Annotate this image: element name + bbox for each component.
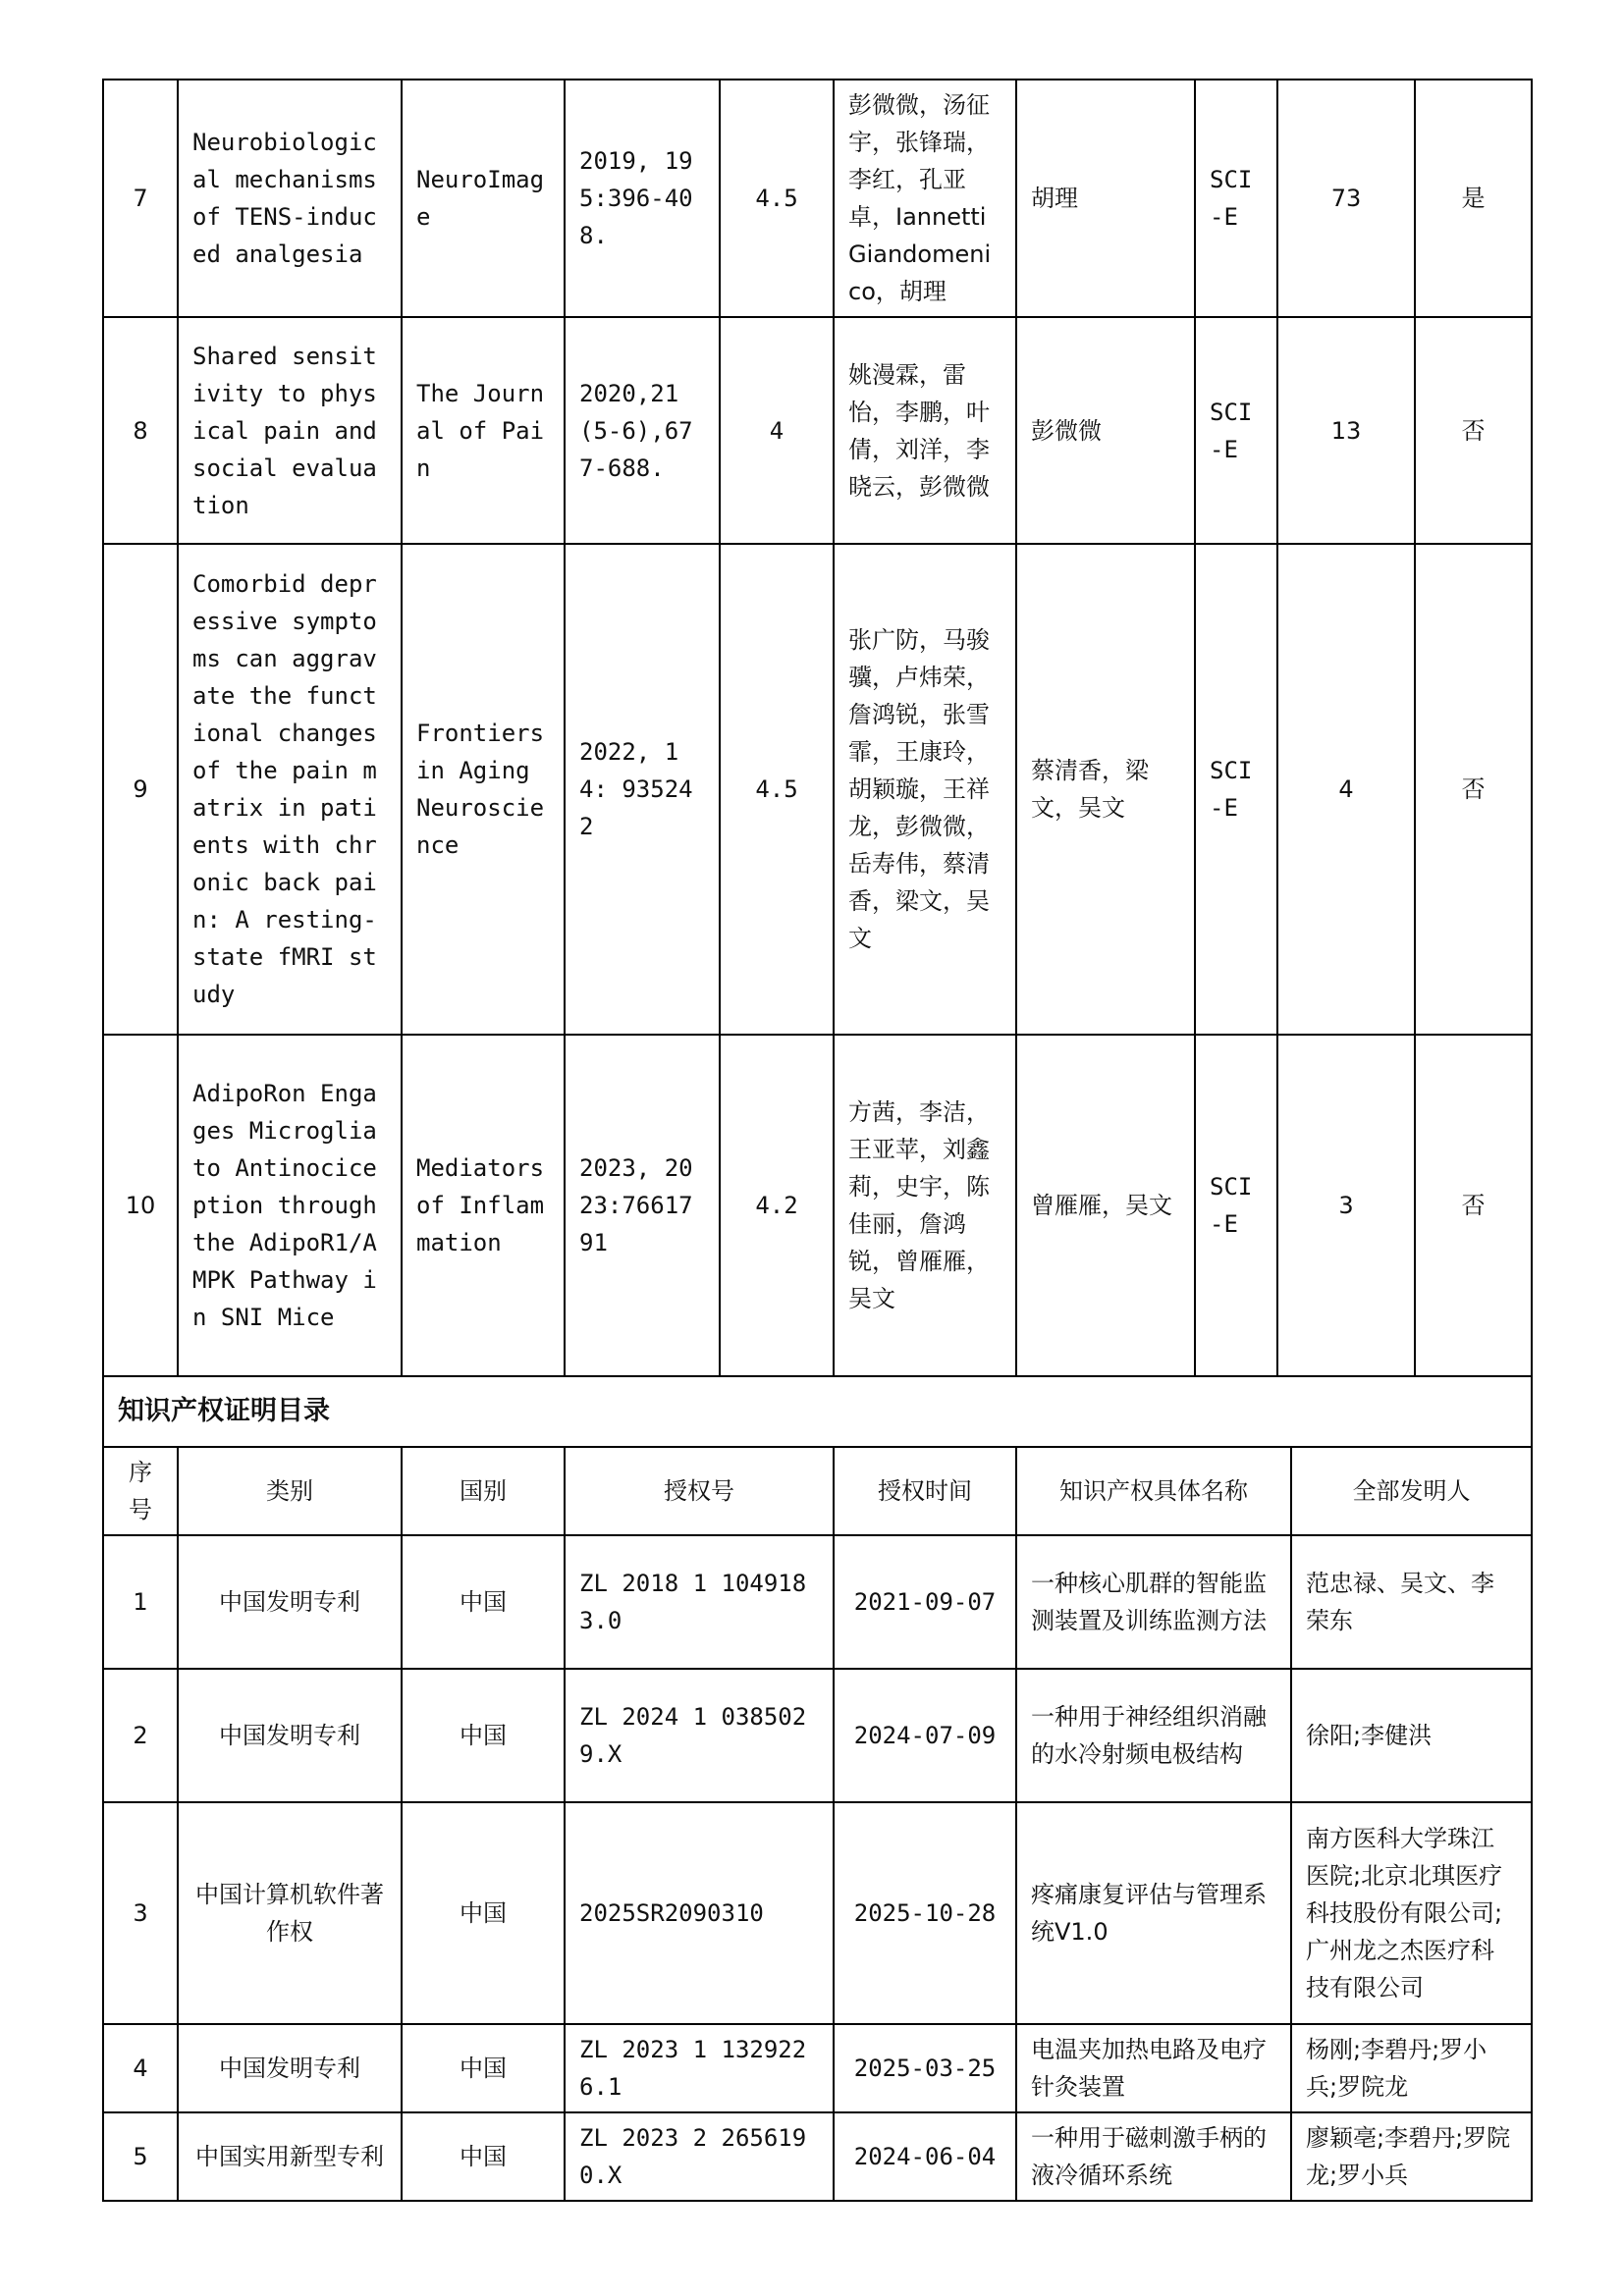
- ip-number: ZL 2024 1 0385029.X: [565, 1669, 834, 1802]
- paper-impact: 4.2: [720, 1035, 834, 1376]
- section-title-row: [103, 1376, 1532, 1447]
- paper-journal: Frontiers in Aging Neuroscience: [402, 544, 565, 1035]
- table-row: [103, 317, 1532, 544]
- ip-country: 中国: [402, 2024, 565, 2112]
- table-row: [103, 2024, 1532, 2112]
- paper-volume: 2020,21(5-6),677-688.: [565, 317, 720, 544]
- paper-citations: 3: [1277, 1035, 1415, 1376]
- ip-name: 一种用于神经组织消融的水冷射频电极结构: [1016, 1669, 1291, 1802]
- ip-country: 中国: [402, 1802, 565, 2024]
- col-header-name: 知识产权具体名称: [1016, 1447, 1291, 1535]
- paper-corresponding: 胡理: [1016, 80, 1195, 317]
- ip-type: 中国计算机软件著作权: [178, 1802, 402, 2024]
- paper-citations: 4: [1277, 544, 1415, 1035]
- ip-name: 一种用于磁刺激手柄的液冷循环系统: [1016, 2112, 1291, 2201]
- document-page: [102, 79, 1531, 2202]
- ip-type: 中国发明专利: [178, 1535, 402, 1669]
- ip-number: ZL 2018 1 1049183.0: [565, 1535, 834, 1669]
- paper-no: 10: [103, 1035, 178, 1376]
- table-row: [103, 1535, 1532, 1669]
- ip-country: 中国: [402, 1669, 565, 1802]
- paper-volume: 2022, 14: 935242: [565, 544, 720, 1035]
- ip-no: 5: [103, 2112, 178, 2201]
- paper-volume: 2023, 2023:7661791: [565, 1035, 720, 1376]
- paper-corresponding: 彭微微: [1016, 317, 1195, 544]
- header-row: [103, 1447, 1532, 1535]
- paper-volume: 2019, 195:396-408.: [565, 80, 720, 317]
- paper-citations: 73: [1277, 80, 1415, 317]
- ip-inventors: 杨刚;李碧丹;罗小兵;罗院龙: [1291, 2024, 1532, 2112]
- col-header-date: 授权时间: [834, 1447, 1016, 1535]
- paper-flag: 是: [1415, 80, 1532, 317]
- paper-authors: 彭微微，汤征宇，张锋瑞，李红，孔亚卓，Iannetti Giandomenico，胡理: [834, 80, 1016, 317]
- ip-name: 一种核心肌群的智能监测装置及训练监测方法: [1016, 1535, 1291, 1669]
- ip-country: 中国: [402, 1535, 565, 1669]
- col-header-inventors: 全部发明人: [1291, 1447, 1532, 1535]
- ip-table: [102, 1375, 1533, 2202]
- paper-impact: 4.5: [720, 544, 834, 1035]
- paper-impact: 4.5: [720, 80, 834, 317]
- ip-inventors: 廖颖亳;李碧丹;罗院龙;罗小兵: [1291, 2112, 1532, 2201]
- paper-title: Shared sensitivity to physical pain and social evaluation: [178, 317, 402, 544]
- paper-citations: 13: [1277, 317, 1415, 544]
- paper-flag: 否: [1415, 544, 1532, 1035]
- ip-type: 中国发明专利: [178, 1669, 402, 1802]
- col-header-country: 国别: [402, 1447, 565, 1535]
- ip-inventors: 南方医科大学珠江医院;北京北琪医疗科技股份有限公司;广州龙之杰医疗科技有限公司: [1291, 1802, 1532, 2024]
- ip-inventors: 范忠禄、吴文、李荣东: [1291, 1535, 1532, 1669]
- ip-no: 2: [103, 1669, 178, 1802]
- paper-authors: 姚漫霖，雷怡，李鹏，叶倩，刘洋，李晓云，彭微微: [834, 317, 1016, 544]
- paper-corresponding: 曾雁雁，吴文: [1016, 1035, 1195, 1376]
- table-row: [103, 1669, 1532, 1802]
- ip-country: 中国: [402, 2112, 565, 2201]
- ip-type: 中国实用新型专利: [178, 2112, 402, 2201]
- paper-flag: 否: [1415, 317, 1532, 544]
- ip-inventors: 徐阳;李健洪: [1291, 1669, 1532, 1802]
- ip-date: 2025-10-28: [834, 1802, 1016, 2024]
- ip-name: 电温夹加热电路及电疗针灸装置: [1016, 2024, 1291, 2112]
- ip-no: 4: [103, 2024, 178, 2112]
- table-row: [103, 1802, 1532, 2024]
- ip-no: 1: [103, 1535, 178, 1669]
- table-row: [103, 544, 1532, 1035]
- paper-authors: 方茜，李洁，王亚苹，刘鑫莉，史宇，陈佳丽，詹鸿锐，曾雁雁，吴文: [834, 1035, 1016, 1376]
- section-title: 知识产权证明目录: [103, 1376, 1532, 1447]
- paper-no: 8: [103, 317, 178, 544]
- paper-index: SCI-E: [1195, 80, 1277, 317]
- paper-no: 9: [103, 544, 178, 1035]
- paper-title: Comorbid depressive symptoms can aggravate the functional changes of the pain matrix in patients with chronic back pain: A resting-state fMRI study: [178, 544, 402, 1035]
- col-header-no: 序号: [103, 1447, 178, 1535]
- paper-index: SCI-E: [1195, 1035, 1277, 1376]
- paper-impact: 4: [720, 317, 834, 544]
- ip-number: ZL 2023 2 2656190.X: [565, 2112, 834, 2201]
- col-header-type: 类别: [178, 1447, 402, 1535]
- table-row: [103, 1035, 1532, 1376]
- paper-journal: Mediators of Inflammation: [402, 1035, 565, 1376]
- paper-journal: The Journal of Pain: [402, 317, 565, 544]
- paper-title: AdipoRon Engages Microglia to Antinociception through the AdipoR1/AMPK Pathway in SNI Mice: [178, 1035, 402, 1376]
- papers-table: [102, 79, 1533, 1377]
- paper-flag: 否: [1415, 1035, 1532, 1376]
- paper-no: 7: [103, 80, 178, 317]
- table-row: [103, 80, 1532, 317]
- ip-date: 2021-09-07: [834, 1535, 1016, 1669]
- paper-index: SCI-E: [1195, 544, 1277, 1035]
- ip-no: 3: [103, 1802, 178, 2024]
- ip-number: ZL 2023 1 1329226.1: [565, 2024, 834, 2112]
- ip-type: 中国发明专利: [178, 2024, 402, 2112]
- paper-title: Neurobiological mechanisms of TENS-induced analgesia: [178, 80, 402, 317]
- ip-date: 2024-06-04: [834, 2112, 1016, 2201]
- table-row: [103, 2112, 1532, 2201]
- paper-corresponding: 蔡清香，梁文，吴文: [1016, 544, 1195, 1035]
- paper-authors: 张广防，马骏骥，卢炜荣，詹鸿锐，张雪霏，王康玲，胡颖璇，王祥龙，彭微微，岳寿伟，蔡清香，梁文，吴文: [834, 544, 1016, 1035]
- paper-journal: NeuroImage: [402, 80, 565, 317]
- paper-index: SCI-E: [1195, 317, 1277, 544]
- ip-number: 2025SR2090310: [565, 1802, 834, 2024]
- ip-name: 疼痛康复评估与管理系统V1.0: [1016, 1802, 1291, 2024]
- ip-date: 2024-07-09: [834, 1669, 1016, 1802]
- col-header-number: 授权号: [565, 1447, 834, 1535]
- ip-date: 2025-03-25: [834, 2024, 1016, 2112]
